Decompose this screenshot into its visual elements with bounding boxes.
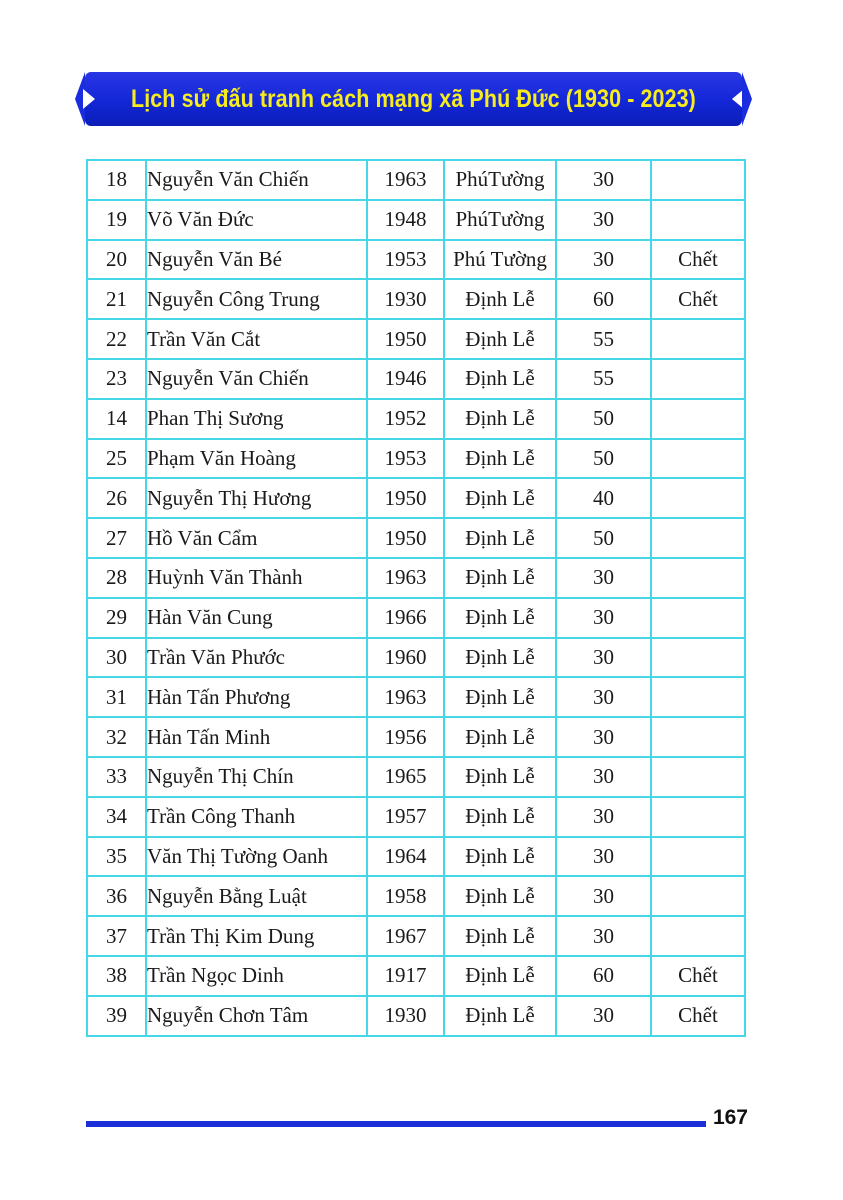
birth-year: 1966 xyxy=(367,598,444,638)
score-value: 60 xyxy=(556,956,651,996)
table-row xyxy=(87,797,745,837)
status-note: Chết xyxy=(651,956,745,996)
person-name: Huỳnh Văn Thành xyxy=(146,558,367,598)
place-name: Định Lễ xyxy=(444,677,556,717)
person-name: Trần Văn Phước xyxy=(146,638,367,678)
place-name: Định Lễ xyxy=(444,319,556,359)
birth-year: 1957 xyxy=(367,797,444,837)
table-row xyxy=(87,638,745,678)
person-name: Nguyễn Thị Hương xyxy=(146,478,367,518)
table-row xyxy=(87,518,745,558)
person-name: Văn Thị Tường Oanh xyxy=(146,837,367,877)
row-number: 28 xyxy=(87,558,146,598)
table-row xyxy=(87,319,745,359)
birth-year: 1963 xyxy=(367,160,444,200)
score-value: 30 xyxy=(556,598,651,638)
person-name: Nguyễn Chơn Tâm xyxy=(146,996,367,1036)
score-value: 30 xyxy=(556,677,651,717)
table-row xyxy=(87,240,745,280)
place-name: Định Lễ xyxy=(444,478,556,518)
place-name: Phú Tường xyxy=(444,240,556,280)
score-value: 30 xyxy=(556,558,651,598)
person-name: Phạm Văn Hoàng xyxy=(146,439,367,479)
person-name: Trần Công Thanh xyxy=(146,797,367,837)
birth-year: 1946 xyxy=(367,359,444,399)
table-row xyxy=(87,757,745,797)
birth-year: 1967 xyxy=(367,916,444,956)
table-row xyxy=(87,399,745,439)
row-number: 35 xyxy=(87,837,146,877)
row-number: 27 xyxy=(87,518,146,558)
score-value: 50 xyxy=(556,439,651,479)
status-note: Chết xyxy=(651,240,745,280)
status-note: Chết xyxy=(651,996,745,1036)
page-number: 167 xyxy=(712,1106,748,1129)
score-value: 60 xyxy=(556,279,651,319)
status-note xyxy=(651,677,745,717)
table-row xyxy=(87,279,745,319)
score-value: 30 xyxy=(556,200,651,240)
place-name: Định Lễ xyxy=(444,916,556,956)
table-row xyxy=(87,876,745,916)
birth-year: 1960 xyxy=(367,638,444,678)
banner-notch-left xyxy=(83,89,95,109)
score-value: 30 xyxy=(556,717,651,757)
place-name: Định Lễ xyxy=(444,518,556,558)
table-row xyxy=(87,558,745,598)
status-note xyxy=(651,399,745,439)
table-row xyxy=(87,717,745,757)
birth-year: 1953 xyxy=(367,240,444,280)
score-value: 55 xyxy=(556,319,651,359)
birth-year: 1930 xyxy=(367,279,444,319)
row-number: 19 xyxy=(87,200,146,240)
table-row xyxy=(87,200,745,240)
place-name: Định Lễ xyxy=(444,996,556,1036)
score-value: 30 xyxy=(556,797,651,837)
birth-year: 1953 xyxy=(367,439,444,479)
row-number: 22 xyxy=(87,319,146,359)
status-note xyxy=(651,717,745,757)
status-note xyxy=(651,916,745,956)
row-number: 20 xyxy=(87,240,146,280)
score-value: 55 xyxy=(556,359,651,399)
row-number: 14 xyxy=(87,399,146,439)
birth-year: 1963 xyxy=(367,558,444,598)
table-row xyxy=(87,478,745,518)
banner-notch-right xyxy=(732,89,744,109)
score-value: 30 xyxy=(556,160,651,200)
row-number: 26 xyxy=(87,478,146,518)
person-name: Võ Văn Đức xyxy=(146,200,367,240)
place-name: Định Lễ xyxy=(444,598,556,638)
table-row xyxy=(87,996,745,1036)
person-name: Hồ Văn Cẩm xyxy=(146,518,367,558)
row-number: 31 xyxy=(87,677,146,717)
person-name: Trần Văn Cắt xyxy=(146,319,367,359)
table-row xyxy=(87,956,745,996)
row-number: 34 xyxy=(87,797,146,837)
score-value: 30 xyxy=(556,638,651,678)
status-note xyxy=(651,478,745,518)
title-banner xyxy=(85,72,742,126)
birth-year: 1930 xyxy=(367,996,444,1036)
status-note xyxy=(651,797,745,837)
page-title: Lịch sử đấu tranh cách mạng xã Phú Đức (1930 - 2023) xyxy=(131,84,696,113)
row-number: 21 xyxy=(87,279,146,319)
table-row xyxy=(87,916,745,956)
place-name: Định Lễ xyxy=(444,837,556,877)
birth-year: 1948 xyxy=(367,200,444,240)
place-name: Định Lễ xyxy=(444,359,556,399)
row-number: 29 xyxy=(87,598,146,638)
person-name: Nguyễn Văn Chiến xyxy=(146,359,367,399)
birth-year: 1950 xyxy=(367,518,444,558)
table-row xyxy=(87,677,745,717)
row-number: 39 xyxy=(87,996,146,1036)
person-name: Hàn Tấn Phương xyxy=(146,677,367,717)
status-note xyxy=(651,200,745,240)
person-name: Nguyễn Công Trung xyxy=(146,279,367,319)
row-number: 18 xyxy=(87,160,146,200)
birth-year: 1952 xyxy=(367,399,444,439)
status-note xyxy=(651,876,745,916)
status-note xyxy=(651,598,745,638)
place-name: Định Lễ xyxy=(444,797,556,837)
birth-year: 1917 xyxy=(367,956,444,996)
place-name: Định Lễ xyxy=(444,399,556,439)
row-number: 25 xyxy=(87,439,146,479)
person-name: Trần Thị Kim Dung xyxy=(146,916,367,956)
birth-year: 1963 xyxy=(367,677,444,717)
place-name: Định Lễ xyxy=(444,558,556,598)
birth-year: 1965 xyxy=(367,757,444,797)
row-number: 37 xyxy=(87,916,146,956)
row-number: 32 xyxy=(87,717,146,757)
table-row xyxy=(87,439,745,479)
place-name: PhúTường xyxy=(444,160,556,200)
row-number: 30 xyxy=(87,638,146,678)
status-note xyxy=(651,638,745,678)
row-number: 23 xyxy=(87,359,146,399)
person-name: Nguyễn Văn Chiến xyxy=(146,160,367,200)
table-row xyxy=(87,359,745,399)
place-name: Định Lễ xyxy=(444,638,556,678)
person-name: Hàn Tấn Minh xyxy=(146,717,367,757)
person-name: Nguyễn Thị Chín xyxy=(146,757,367,797)
birth-year: 1964 xyxy=(367,837,444,877)
row-number: 33 xyxy=(87,757,146,797)
person-name: Trần Ngọc Dinh xyxy=(146,956,367,996)
birth-year: 1950 xyxy=(367,478,444,518)
score-value: 50 xyxy=(556,518,651,558)
status-note xyxy=(651,518,745,558)
place-name: Định Lễ xyxy=(444,757,556,797)
status-note xyxy=(651,359,745,399)
score-value: 30 xyxy=(556,996,651,1036)
score-value: 50 xyxy=(556,399,651,439)
person-name: Nguyễn Bằng Luật xyxy=(146,876,367,916)
score-value: 30 xyxy=(556,240,651,280)
status-note xyxy=(651,160,745,200)
roster-table xyxy=(86,159,746,1037)
place-name: Định Lễ xyxy=(444,439,556,479)
place-name: PhúTường xyxy=(444,200,556,240)
birth-year: 1956 xyxy=(367,717,444,757)
row-number: 38 xyxy=(87,956,146,996)
score-value: 30 xyxy=(556,916,651,956)
footer-rule xyxy=(86,1121,706,1127)
row-number: 36 xyxy=(87,876,146,916)
place-name: Định Lễ xyxy=(444,876,556,916)
status-note xyxy=(651,837,745,877)
table-row xyxy=(87,160,745,200)
table-row xyxy=(87,598,745,638)
person-name: Phan Thị Sương xyxy=(146,399,367,439)
status-note xyxy=(651,439,745,479)
score-value: 40 xyxy=(556,478,651,518)
status-note xyxy=(651,319,745,359)
person-name: Nguyễn Văn Bé xyxy=(146,240,367,280)
place-name: Định Lễ xyxy=(444,717,556,757)
status-note xyxy=(651,757,745,797)
place-name: Định Lễ xyxy=(444,956,556,996)
score-value: 30 xyxy=(556,757,651,797)
birth-year: 1950 xyxy=(367,319,444,359)
birth-year: 1958 xyxy=(367,876,444,916)
status-note: Chết xyxy=(651,279,745,319)
roster-table-body xyxy=(87,160,745,1036)
score-value: 30 xyxy=(556,837,651,877)
status-note xyxy=(651,558,745,598)
person-name: Hàn Văn Cung xyxy=(146,598,367,638)
table-row xyxy=(87,837,745,877)
place-name: Định Lễ xyxy=(444,279,556,319)
score-value: 30 xyxy=(556,876,651,916)
